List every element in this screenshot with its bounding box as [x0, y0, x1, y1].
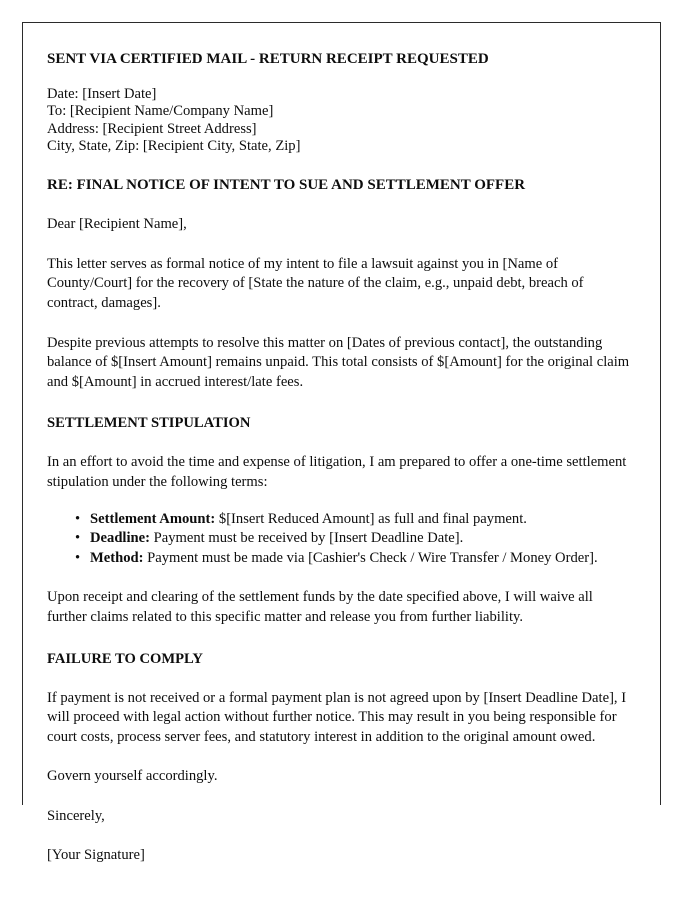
list-item	[47, 549, 630, 569]
term-label: Method:	[90, 549, 144, 566]
document-page	[22, 22, 661, 864]
waiver-paragraph: Upon receipt and clearing of the settlement funds by the date specified above, I will waive all further claims related to this specific matter and release you from further liability.	[47, 589, 593, 625]
document-content	[47, 23, 630, 866]
term-text: Payment must be made via [Cashier's Check / Wire Transfer / Money Order].	[143, 549, 598, 566]
city-state-zip-line: City, State, Zip: [Recipient City, State, Zip]	[47, 137, 301, 154]
settlement-stipulation-heading: SETTLEMENT STIPULATION	[47, 415, 251, 432]
subject-line: RE: FINAL NOTICE OF INTENT TO SUE AND SETTLEMENT OFFER	[47, 177, 526, 194]
term-label: Deadline:	[90, 530, 150, 547]
salutation: Dear [Recipient Name],	[47, 216, 187, 233]
term-text: Payment must be received by [Insert Deadline Date].	[150, 530, 464, 547]
list-item	[47, 529, 630, 549]
settlement-terms-list	[47, 493, 630, 569]
street-address-line: Address: [Recipient Street Address]	[47, 120, 257, 137]
bullet-icon: •	[75, 530, 81, 547]
certified-mail-header: SENT VIA CERTIFIED MAIL - RETURN RECEIPT REQUESTED	[47, 51, 489, 67]
balance-paragraph: Despite previous attempts to resolve this matter on [Dates of previous contact], the outstanding balance of $[Insert Amount] remains unpaid. This total consists of $[Amount] for the original claim and $[Amount] in accrued interest/late fees.	[47, 334, 630, 390]
failure-to-comply-heading: FAILURE TO COMPLY	[47, 650, 203, 667]
closing-warning: Govern yourself accordingly.	[47, 768, 218, 785]
intro-paragraph: This letter serves as formal notice of my intent to file a lawsuit against you in [Name of County/Court] for the recovery of [State the nature of the claim, e.g., unpaid debt, breach of contract, damages].	[47, 255, 584, 311]
signature-placeholder: [Your Signature]	[47, 847, 145, 864]
bullet-icon: •	[75, 510, 81, 527]
address-block	[47, 69, 630, 155]
term-text: $[Insert Reduced Amount] as full and final payment.	[215, 510, 527, 527]
closing-salutation: Sincerely,	[47, 807, 105, 824]
term-label: Settlement Amount:	[90, 510, 216, 527]
date-line: Date: [Insert Date]	[47, 86, 157, 102]
recipient-line: To: [Recipient Name/Company Name]	[47, 103, 274, 120]
settlement-intro-paragraph: In an effort to avoid the time and expense of litigation, I am prepared to offer a one-time settlement stipulation under the following terms:	[47, 454, 627, 490]
list-item	[47, 510, 630, 530]
bullet-icon: •	[75, 549, 81, 566]
failure-paragraph: If payment is not received or a formal payment plan is not agreed upon by [Insert Deadline Date], I will proceed with legal action without further notice. This may result in you being responsible for court costs, process server fees, and statutory interest in addition to the original amount owed.	[47, 689, 627, 745]
